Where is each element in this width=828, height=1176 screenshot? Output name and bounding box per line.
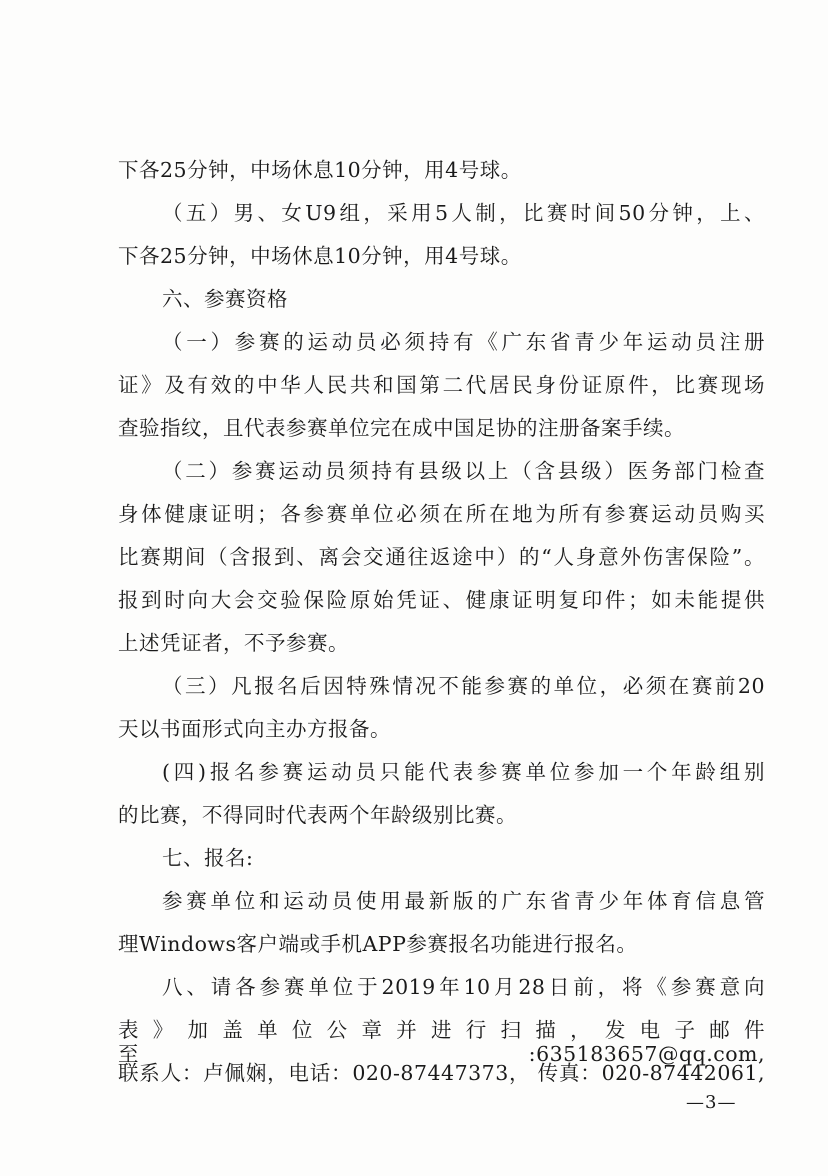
section-heading: 七、报名: xyxy=(162,846,254,870)
text-line: 表》加盖单位公章并进行扫描，发电子邮件至:635183657@qq.com, xyxy=(118,1018,765,1066)
text-line: （五）男、女U9组，采用5人制，比赛时间50分钟，上、 xyxy=(162,201,765,225)
text-line: 下各25分钟，中场休息10分钟，用4号球。 xyxy=(118,244,522,268)
text-line: 的比赛，不得同时代表两个年龄级别比赛。 xyxy=(118,803,517,827)
text-line: （一）参赛的运动员必须持有《广东省青少年运动员注册 xyxy=(162,330,765,354)
text-line: 比赛期间（含报到、离会交通往返途中）的“人身意外伤害保险”。 xyxy=(118,545,765,569)
section-heading: 六、参赛资格 xyxy=(162,287,288,311)
text-line: (四)报名参赛运动员只能代表参赛单位参加一个年龄组别 xyxy=(162,760,765,784)
text-line: （二）参赛运动员须持有县级以上（含县级）医务部门检查 xyxy=(162,459,765,483)
text-line: 天以书面形式向主办方报备。 xyxy=(118,717,391,741)
text-line: 证》及有效的中华人民共和国第二代居民身份证原件，比赛现场 xyxy=(118,373,765,397)
text-line: 联系人：卢佩娴，电话：020-87447373， 传真：020-87442061, xyxy=(118,1061,765,1085)
text-line: 理Windows客户端或手机APP参赛报名功能进行报名。 xyxy=(118,932,638,956)
text-line: （三）凡报名后因特殊情况不能参赛的单位，必须在赛前20 xyxy=(162,674,765,698)
text-line: 报到时向大会交验保险原始凭证、健康证明复印件；如未能提供 xyxy=(118,588,765,612)
page-number: —3— xyxy=(686,1092,737,1113)
text-line: 身体健康证明；各参赛单位必须在所在地为所有参赛运动员购买 xyxy=(118,502,765,526)
text-line: 参赛单位和运动员使用最新版的广东省青少年体育信息管 xyxy=(162,889,765,913)
text-line: 上述凭证者，不予参赛。 xyxy=(118,631,349,655)
text-line: 下各25分钟，中场休息10分钟，用4号球。 xyxy=(118,158,522,182)
text-line: 查验指纹，且代表参赛单位完在成中国足协的注册备案手续。 xyxy=(118,416,685,440)
text-line: 八、请各参赛单位于2019年10月28日前，将《参赛意向 xyxy=(162,975,765,999)
